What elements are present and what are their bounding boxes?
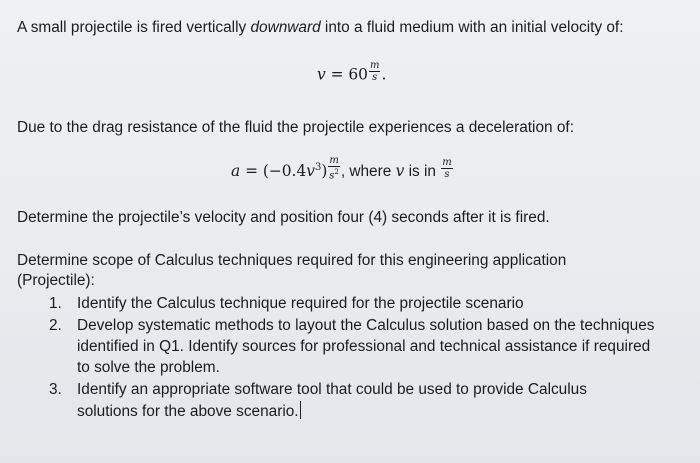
scope-line-1: Determine scope of Calculus techniques required for this engineering application [17, 252, 567, 269]
velocity-unit-num: m [369, 60, 380, 71]
intro-emphasis: downward [250, 19, 321, 36]
velocity-unit [369, 60, 380, 83]
list-item-3-number: 3. [49, 381, 62, 398]
acceleration-close-paren: ) [321, 162, 328, 181]
acceleration-power: 3 [314, 162, 322, 173]
where-text: where [345, 163, 396, 181]
acceleration-coefficient: = (−0.4 [240, 162, 307, 181]
intro-text-after: into a fluid medium with an initial velocity of: [320, 19, 624, 36]
is-in-text: is in [404, 163, 441, 181]
intro-text-before: A small projectile is fired vertically [17, 19, 251, 36]
velocity-unit-2-num: m [442, 156, 452, 168]
deceleration-equation [231, 154, 454, 185]
acceleration-unit [328, 155, 339, 181]
drag-text: Due to the drag resistance of the fluid the projectile experiences a deceleration of: [17, 119, 574, 136]
determine-text: Determine the projectile’s velocity and position four (4) seconds after it is fired. [17, 209, 550, 226]
velocity-period: . [381, 65, 387, 84]
intro-text [17, 18, 623, 38]
list-item-1-line-1: Identify the Calculus technique required for the projectile scenario [77, 295, 524, 312]
acceleration-symbol: a [231, 162, 241, 181]
acceleration-var: v [306, 162, 315, 181]
list-item-2-line-1: Develop systematic methods to layout the Calculus solution based on the techniques [77, 317, 655, 334]
scope-line-2: (Projectile): [17, 272, 95, 289]
list-item-3-line-2-wrap[interactable] [77, 401, 301, 422]
list-item-1-number: 1. [49, 295, 62, 312]
where-var: v [395, 162, 405, 181]
velocity-equation [317, 60, 387, 87]
text-cursor [300, 401, 301, 419]
list-item-2-number: 2. [49, 317, 62, 334]
acceleration-unit-den [328, 167, 339, 181]
list-item-2-line-2: identified in Q1. Identify sources for professional and technical assistance if required [77, 338, 651, 355]
velocity-value: = 60 [325, 65, 368, 84]
acceleration-comma: , [340, 163, 346, 181]
acceleration-unit-num: m [329, 154, 339, 166]
velocity-unit-2 [441, 157, 452, 180]
acceleration-unit-den-base: s [329, 170, 335, 182]
list-item-3-line-1: Identify an appropriate software tool that could be used to provide Calculus [77, 381, 587, 398]
list-item-2-line-3: to solve the problem. [77, 359, 220, 376]
velocity-unit-den: s [372, 72, 378, 83]
acceleration-unit-den-power: 2 [334, 167, 339, 176]
velocity-symbol: v [317, 65, 326, 84]
velocity-unit-2-den: s [444, 168, 450, 180]
list-item-3-line-2: solutions for the above scenario. [77, 403, 299, 420]
